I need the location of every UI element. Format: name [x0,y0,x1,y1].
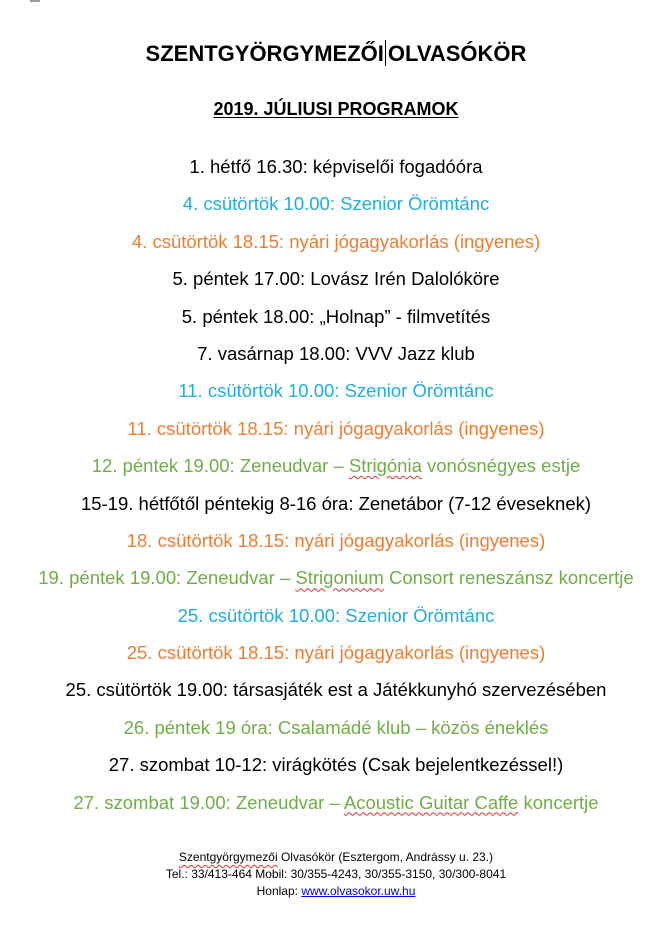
program-text: 1. hétfő 16.30: képviselői fogadóóra [189,156,483,177]
text-cursor [385,40,386,66]
spellcheck-marked-word: Szentgyörgymezői [178,850,278,864]
program-text: 27. szombat 10-12: virágkötés (Csak bejelentkezéssel!) [108,754,564,776]
program-text: 26. péntek 19 óra: Csalamádé klub – közös éneklés [123,716,549,738]
program-text-start: 19. péntek 19.00: Zeneudvar – [38,567,296,589]
program-item [0,790,672,827]
program-item [0,528,672,565]
program-text-end: koncertje [518,791,599,813]
footer-address-line [0,849,672,866]
footer-address: Olvasókör (Esztergom, Andrássy u. 23.) [277,850,494,864]
program-item [0,191,672,228]
website-link[interactable]: www.olvasokor.uw.hu [301,884,416,898]
footer-phone-line: Tel.: 33/413-464 Mobil: 30/355-4243, 30/355-3150, 30/300-8041 [165,867,507,881]
page-subtitle: 2019. JÚLIUSI PROGRAMOK [213,99,459,119]
program-item [0,491,672,528]
program-item [0,266,672,303]
title-part-2: OLVASÓKÖR [387,41,527,66]
program-text-end: vonósnégyes estje [421,455,581,477]
title-part-1: SZENTGYÖRGYMEZŐI [145,41,384,66]
program-text: 5. péntek 18.00: „Holnap” - filmvetítés [181,305,491,327]
program-text: 4. csütörtök 10.00: Szenior Örömtánc [182,193,490,215]
program-text-start: 12. péntek 19.00: Zeneudvar – [91,455,349,477]
program-text-end: Consort reneszánsz koncertje [383,567,634,589]
program-item [0,565,672,602]
program-item [0,715,672,752]
spellcheck-marked-word: Strigónia [348,455,422,477]
program-list [0,154,672,827]
program-text: 25. csütörtök 18.15: nyári jógagyakorlás (ingyenes) [126,642,546,664]
program-item [0,603,672,640]
program-text: 4. csütörtök 18.15: nyári jógagyakorlás (ingyenes) [131,230,541,252]
program-item [0,229,672,266]
program-item [0,154,672,191]
spellcheck-marked-word: Acoustic Guitar Caffe [343,791,519,813]
website-label: Honlap: [256,884,302,898]
program-item [0,640,672,677]
footer-website-line [0,883,672,900]
program-item [0,341,672,378]
program-item [0,304,672,341]
contact-footer [0,849,672,900]
program-item [0,453,672,490]
program-text: 25. csütörtök 10.00: Szenior Örömtánc [177,604,495,626]
page-corner-mark [30,0,40,2]
program-text: 11. csütörtök 18.15: nyári jógagyakorlás (ingyenes) [127,417,545,439]
program-text-start: 27. szombat 19.00: Zeneudvar – [73,791,344,813]
program-text: 5. péntek 17.00: Lovász Irén Dalolóköre [172,268,500,290]
spellcheck-marked-word: Strigonium [295,567,384,589]
program-text: 15-19. hétfőtől péntekig 8-16 óra: Zenetábor (7-12 éveseknek) [80,492,592,514]
program-item [0,416,672,453]
program-text: 25. csütörtök 19.00: társasjáték est a Játékkunyhó szervezésében [65,679,607,701]
program-item [0,378,672,415]
program-item [0,752,672,789]
program-text: 7. vasárnap 18.00: VVV Jazz klub [197,342,475,364]
program-item [0,677,672,714]
program-text: 11. csütörtök 10.00: Szenior Örömtánc [178,380,494,402]
program-text: 18. csütörtök 18.15: nyári jógagyakorlás (ingyenes) [126,529,546,551]
page-title [0,40,672,67]
